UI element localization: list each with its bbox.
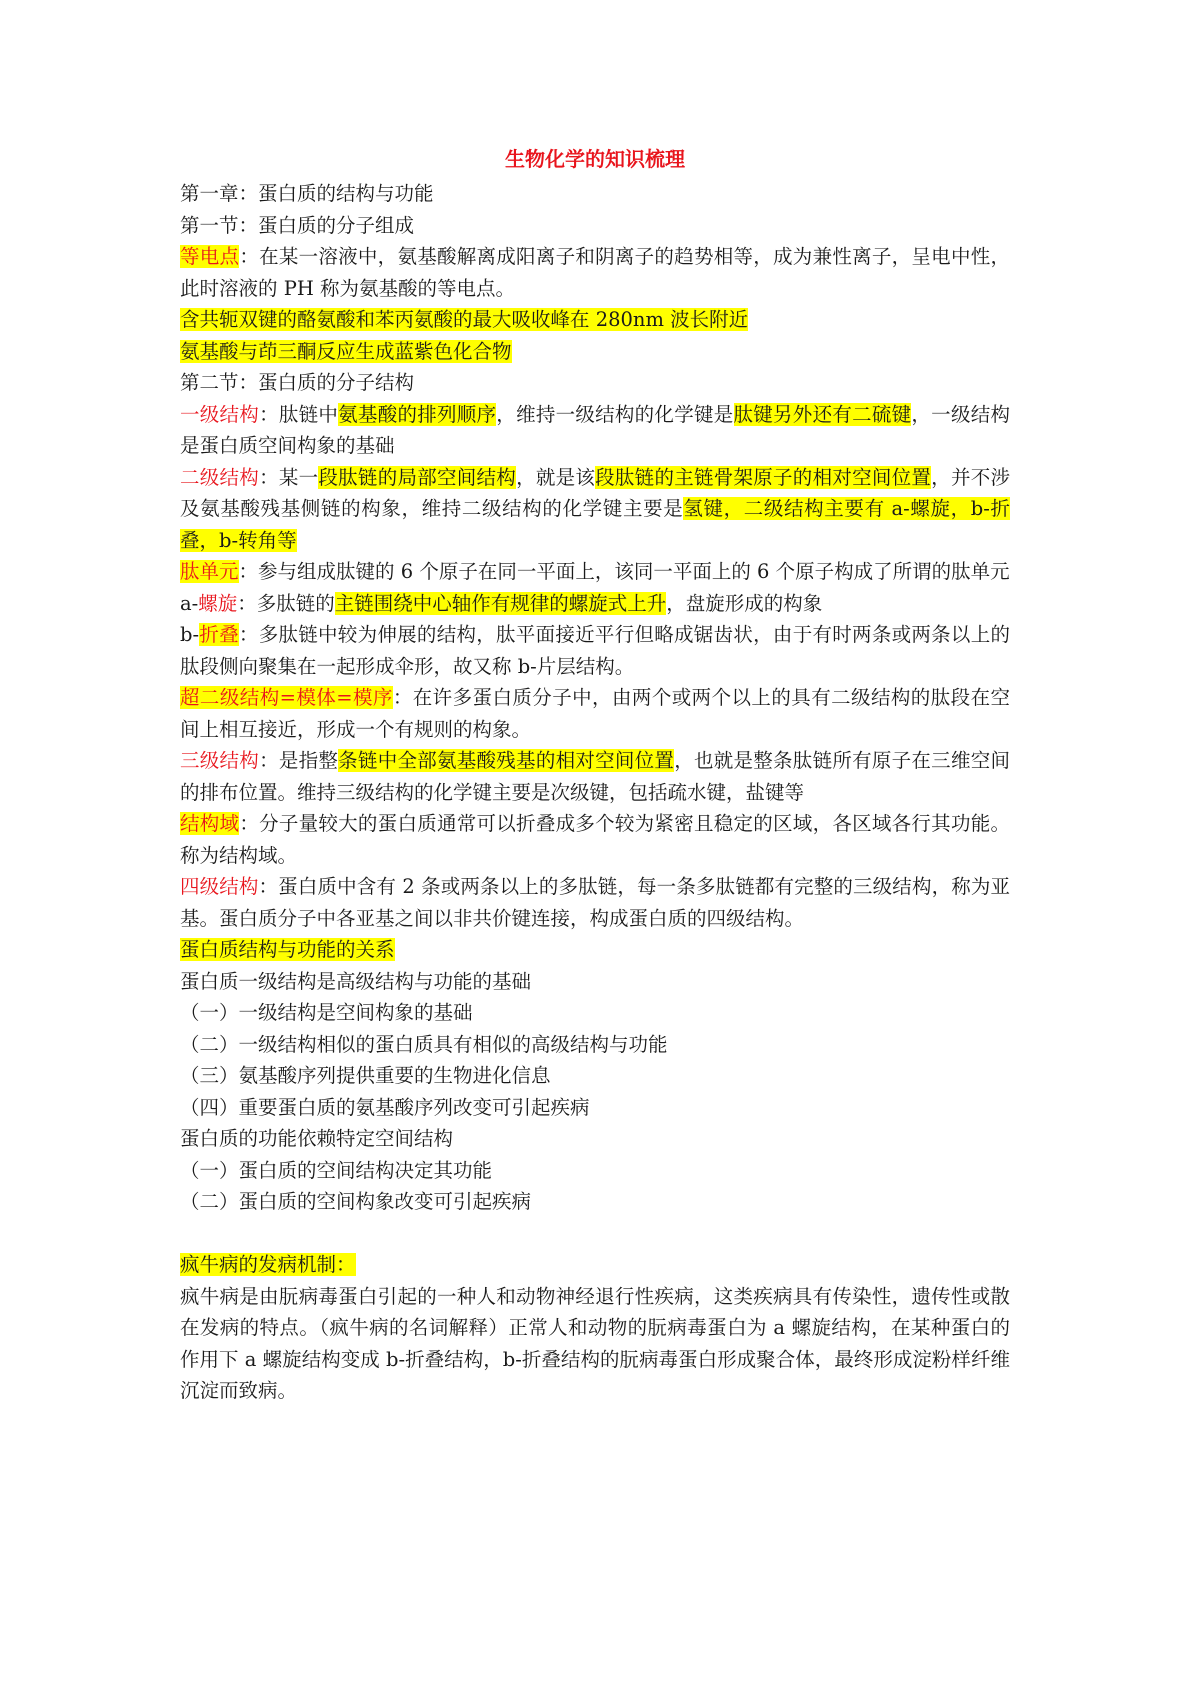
highlighted-text: 氨基酸与茚三酮反应生成蓝紫色化合物	[180, 339, 512, 363]
blank-line	[180, 1218, 1010, 1250]
text-run: ：在许多蛋白质分子中，由两个或两个以上的具有二级结构的肽段在空间上相互接近，形成一个有规则的构象。	[180, 686, 1010, 741]
term-text: 螺旋	[198, 591, 238, 615]
document-body	[180, 178, 1010, 1407]
text-run: ：多肽链中较为伸展的结构，肽平面接近平行但略成锯齿状，由于有时两条或两条以上的肽段侧向聚集在一起形成伞形，故又称 b-片层结构。	[180, 623, 1010, 678]
paragraph	[180, 966, 1010, 998]
document-page	[180, 140, 1010, 1407]
text-run: ：在某一溶液中，氨基酸解离成阳离子和阴离子的趋势相等，成为兼性离子，呈电中性，此时溶液的 PH 称为氨基酸的等电点。	[180, 245, 1010, 300]
text-run: b-	[180, 623, 200, 646]
paragraph	[180, 997, 1010, 1029]
paragraph	[180, 588, 1010, 620]
paragraph	[180, 399, 1010, 462]
highlighted-text: 主链围绕中心轴作有规律的螺旋式上升	[334, 591, 667, 615]
text-run: ：蛋白质中含有 2 条或两条以上的多肽链，每一条多肽链都有完整的三级结构，称为亚基。蛋白质分子中各亚基之间以非共价键连接，构成蛋白质的四级结构。	[180, 875, 1010, 930]
text-run: ，就是该	[516, 465, 596, 489]
paragraph	[180, 367, 1010, 399]
paragraph	[180, 1029, 1010, 1061]
highlighted-text: 蛋白质结构与功能的关系	[180, 938, 395, 961]
highlighted-text: 肽键另外还有二硫键	[733, 402, 912, 426]
text-run: （二）蛋白质的空间构象改变可引起疾病	[180, 1190, 532, 1213]
text-run: ，并不涉及氨基酸残基侧链的构象，维持二级结构的化学键主要是	[180, 465, 1010, 520]
paragraph	[180, 210, 1010, 242]
highlighted-text: 含共轭双键的酪氨酸和苯丙氨酸的最大吸收峰在 280nm 波长附近	[180, 308, 749, 331]
highlighted-text: 超二级结构=模体=模序	[180, 686, 393, 709]
term-text: 三级结构	[180, 749, 260, 772]
term-text: 四级结构	[180, 875, 259, 898]
text-run: 第二节：蛋白质的分子结构	[180, 371, 415, 394]
paragraph	[180, 1123, 1010, 1155]
highlighted-text: 疯牛病的发病机制：	[180, 1253, 356, 1276]
highlighted-text: 段肽链的局部空间结构	[318, 465, 517, 489]
paragraph	[180, 304, 1010, 336]
text-run: a-	[180, 591, 199, 615]
paragraph	[180, 934, 1010, 966]
term-text: 一级结构	[180, 402, 260, 426]
text-run: ：分子量较大的蛋白质通常可以折叠成多个较为紧密且稳定的区域，各区域各行其功能。称为结构域。	[180, 812, 1010, 867]
text-run: ：多肽链的	[237, 591, 335, 615]
highlighted-text: 折叠	[199, 623, 239, 646]
paragraph	[180, 682, 1010, 745]
paragraph	[180, 1186, 1010, 1218]
text-run: 蛋白质一级结构是高级结构与功能的基础	[180, 969, 532, 993]
text-run: 疯牛病是由朊病毒蛋白引起的一种人和动物神经退行性疾病，这类疾病具有传染性，遗传性或散在发病的特点。（疯牛病的名词解释）正常人和动物的朊病毒蛋白为 a 螺旋结构，在某种蛋白的作用下 a 螺旋结构变成 b-折叠结构，b-折叠结构的朊病毒蛋白形成聚合体，最终形成淀粉样纤维沉淀而致病。	[180, 1284, 1010, 1402]
text-run: ，维持一级结构的化学键是	[496, 402, 734, 426]
text-run: ：某一	[259, 465, 319, 489]
highlighted-text: 氨基酸的排列顺序	[338, 402, 497, 426]
paragraph	[180, 556, 1010, 588]
text-run: （一）蛋白质的空间结构决定其功能	[180, 1158, 493, 1182]
paragraph	[180, 619, 1010, 682]
text-run: 第一章：蛋白质的结构与功能	[180, 182, 434, 205]
text-run: （一）一级结构是空间构象的基础	[180, 1001, 473, 1024]
highlighted-text: 段肽链的主链骨架原子的相对空间位置	[595, 465, 932, 489]
highlighted-text: 等电点	[180, 245, 240, 268]
document-title: 生物化学的知识梳理	[505, 147, 685, 171]
paragraph	[180, 241, 1010, 304]
paragraph	[180, 1281, 1010, 1407]
text-run: ，也就是整条肽链所有原子在三维空间的排布位置。维持三级结构的化学键主要是次级键，包括疏水键，盐键等	[180, 749, 1010, 804]
text-run: ，盘旋形成的构象	[666, 591, 823, 615]
text-run: （二）一级结构相似的蛋白质具有相似的高级结构与功能	[180, 1032, 668, 1056]
highlighted-text: 氢键，二级结构主要有 a-螺旋，b-折叠，b-转角等	[180, 497, 1010, 552]
term-text: 二级结构	[180, 465, 260, 489]
text-run: 蛋白质的功能依赖特定空间结构	[180, 1127, 454, 1150]
text-run: ：参与组成肽键的 6 个原子在同一平面上，该同一平面上的 6 个原子构成了所谓的肽单元	[238, 560, 1010, 583]
paragraph	[180, 1155, 1010, 1187]
highlighted-text: 条链中全部氨基酸残基的相对空间位置	[338, 749, 675, 772]
paragraph	[180, 1092, 1010, 1124]
highlighted-text: 结构域	[180, 812, 240, 835]
paragraph	[180, 1249, 1010, 1281]
paragraph	[180, 808, 1010, 871]
highlighted-text: 肽单元	[180, 560, 239, 583]
text-run: （四）重要蛋白质的氨基酸序列改变可引起疾病	[180, 1095, 590, 1119]
text-run: ：是指整	[259, 749, 339, 772]
paragraph	[180, 178, 1010, 210]
paragraph	[180, 745, 1010, 808]
text-run: 第一节：蛋白质的分子组成	[180, 213, 415, 237]
text-run: ：肽链中	[259, 402, 339, 426]
paragraph	[180, 336, 1010, 368]
paragraph	[180, 462, 1010, 557]
paragraph	[180, 1060, 1010, 1092]
text-run: （三）氨基酸序列提供重要的生物进化信息	[180, 1064, 551, 1087]
paragraph	[180, 871, 1010, 934]
text-run: ，一级结构是蛋白质空间构象的基础	[180, 402, 1010, 457]
